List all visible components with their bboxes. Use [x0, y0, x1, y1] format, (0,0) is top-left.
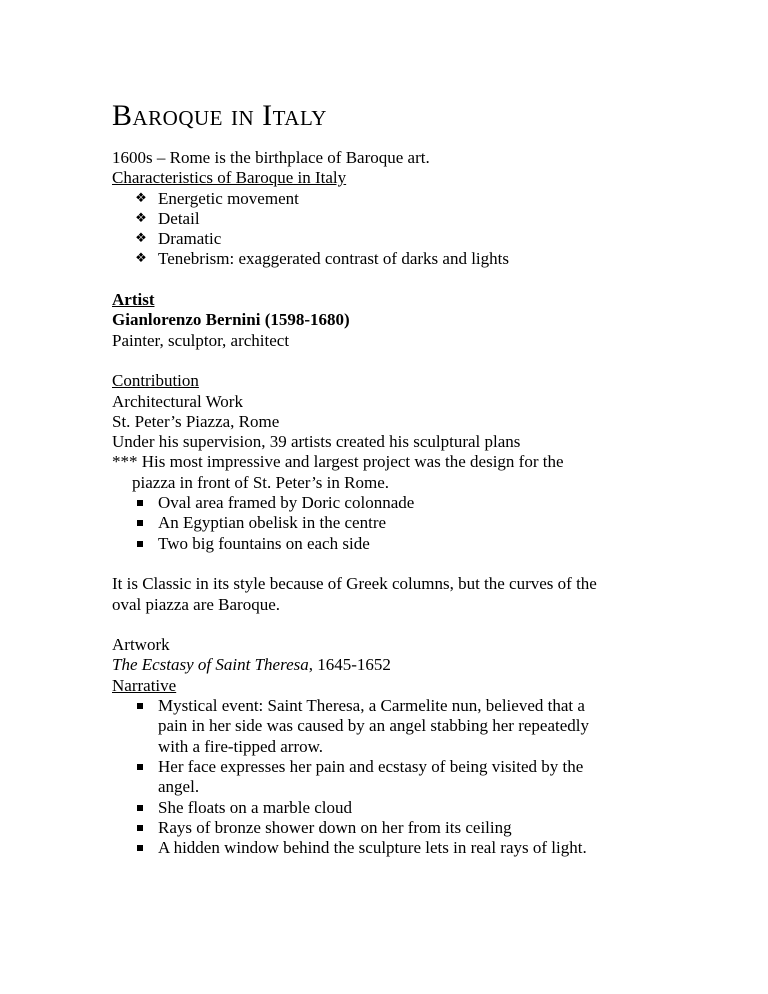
list-item: Two big fountains on each side	[158, 533, 370, 553]
contribution-heading: Contribution	[112, 371, 199, 391]
list-item: ❖ Energetic movement	[132, 189, 672, 209]
project-note-line-2: piazza in front of St. Peter’s in Rome.	[132, 472, 389, 492]
diamond-bullet-icon: ❖	[135, 190, 147, 206]
style-note-line-1: It is Classic in its style because of Greek columns, but the curves of the	[112, 574, 597, 594]
list-item: Mystical event: Saint Theresa, a Carmelite nun, believed that a pain in her side was caused by an angel stabbing her repeatedly with a fire-tipped arrow.	[158, 696, 589, 756]
artwork-title-line	[112, 655, 672, 675]
characteristics-list	[112, 189, 672, 270]
list-item: ❖ Detail	[132, 209, 672, 229]
artwork-title: The Ecstasy of Saint Theresa	[112, 655, 309, 675]
contribution-work: St. Peter’s Piazza, Rome	[112, 411, 280, 431]
list-item: Her face expresses her pain and ecstasy of being visited by the angel.	[158, 756, 584, 797]
contribution-type: Architectural Work	[112, 391, 243, 411]
artist-roles: Painter, sculptor, architect	[112, 330, 290, 350]
list-item: Oval area framed by Doric colonnade	[158, 493, 415, 513]
artwork-dates: , 1645-1652	[308, 655, 391, 675]
list-item: She floats on a marble cloud	[158, 797, 353, 817]
artwork-heading: Artwork	[112, 635, 170, 655]
artist-name: Gianlorenzo Bernini (1598-1680)	[112, 310, 350, 330]
diamond-bullet-icon: ❖	[135, 251, 147, 267]
project-note-line-1: *** His most impressive and largest project was the design for the	[112, 452, 564, 472]
characteristics-heading: Characteristics of Baroque in Italy	[112, 168, 347, 188]
supervision-text: Under his supervision, 39 artists created his sculptural plans	[112, 432, 521, 452]
piazza-features-list	[112, 493, 672, 554]
page-title: Baroque in Italy	[112, 99, 327, 132]
diamond-bullet-icon: ❖	[135, 210, 147, 226]
intro-text: 1600s – Rome is the birthplace of Baroque art.	[112, 148, 430, 167]
list-item: Rays of bronze shower down on her from its ceiling	[158, 817, 512, 837]
diamond-bullet-icon: ❖	[135, 231, 147, 247]
style-note-line-2: oval piazza are Baroque.	[112, 594, 281, 614]
narrative-list	[112, 696, 672, 858]
list-item: An Egyptian obelisk in the centre	[158, 513, 387, 533]
list-item: ❖ Tenebrism: exaggerated contrast of darks and lights	[132, 249, 672, 269]
document-page	[112, 96, 672, 858]
artist-heading: Artist	[112, 290, 155, 310]
list-item: ❖ Dramatic	[132, 229, 672, 249]
list-item: A hidden window behind the sculpture lets in real rays of light.	[158, 838, 587, 858]
narrative-heading: Narrative	[112, 675, 177, 695]
